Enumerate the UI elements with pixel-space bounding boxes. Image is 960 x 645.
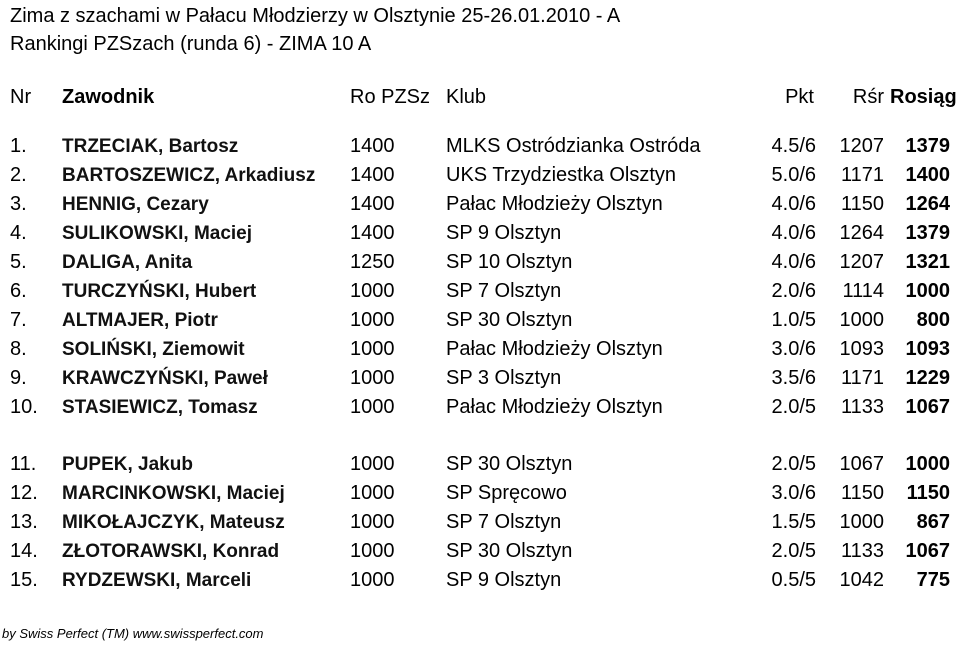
player-points: 1.5/5 [771,511,816,533]
row-nr: 7. [10,309,27,331]
player-points: 1.0/5 [771,309,816,331]
performance-rating: 1067 [905,396,950,418]
player-name: SULIKOWSKI, Maciej [62,222,253,244]
header-ros: Rosiąg [890,85,957,108]
row-nr: 13. [10,511,38,533]
player-club: UKS Trzydziestka Olsztyn [446,164,677,186]
table-row [0,190,960,219]
player-rating: 1000 [350,280,395,302]
player-points: 0.5/5 [771,569,816,591]
player-name: STASIEWICZ, Tomasz [62,396,258,418]
player-name: PUPEK, Jakub [62,453,193,475]
player-rating: 1000 [350,338,395,360]
player-rating: 1400 [350,164,395,186]
player-points: 4.0/6 [771,251,816,273]
player-points: 4.0/6 [771,222,816,244]
average-rating: 1067 [839,453,884,475]
player-club: SP 7 Olsztyn [446,280,562,302]
player-club: SP 3 Olsztyn [446,367,562,389]
player-rating: 1250 [350,251,395,273]
player-club: SP 30 Olsztyn [446,453,573,475]
performance-rating: 1000 [905,280,950,302]
performance-rating: 1379 [905,222,950,244]
player-club: SP 7 Olsztyn [446,511,562,533]
player-club: SP 9 Olsztyn [446,222,562,244]
results-table [0,82,960,595]
performance-rating: 775 [916,569,950,591]
average-rating: 1133 [840,540,884,562]
player-points: 2.0/5 [771,396,816,418]
performance-rating: 867 [916,511,950,533]
player-name: HENNIG, Cezary [62,193,209,215]
player-rating: 1000 [350,367,395,389]
header-pkt: Pkt [785,85,814,108]
player-club: Pałac Młodzieży Olsztyn [446,396,663,418]
average-rating: 1093 [839,338,884,360]
player-points: 4.5/6 [771,135,816,157]
player-name: DALIGA, Anita [62,251,193,273]
player-rating: 1000 [350,396,395,418]
player-name: RYDZEWSKI, Marceli [62,569,252,591]
player-rating: 1000 [350,482,395,504]
table-row [0,479,960,508]
average-rating: 1207 [839,135,884,157]
player-name: MIKOŁAJCZYK, Mateusz [62,511,285,533]
row-nr: 3. [10,193,27,215]
table-row [0,248,960,277]
row-nr: 15. [10,569,38,591]
player-points: 3.0/6 [771,338,816,360]
player-club: SP 30 Olsztyn [446,309,573,331]
player-club: SP 10 Olsztyn [446,251,573,273]
player-club: MLKS Ostródzianka Ostróda [446,135,701,157]
ranking-subtitle: Rankingi PZSzach (runda 6) - ZIMA 10 A [10,33,372,55]
player-club: SP 9 Olsztyn [446,569,562,591]
player-rating: 1400 [350,135,395,157]
row-nr: 2. [10,164,27,186]
player-name: MARCINKOWSKI, Maciej [62,482,285,504]
header-nr: Nr [10,85,32,108]
row-nr: 5. [10,251,27,273]
performance-rating: 1150 [906,482,950,504]
table-row [0,277,960,306]
average-rating: 1042 [839,569,884,591]
footer-credit: by Swiss Perfect (TM) www.swissperfect.com [2,626,264,641]
table-row [0,306,960,335]
row-nr: 14. [10,540,38,562]
player-club: SP 30 Olsztyn [446,540,573,562]
table-row [0,508,960,537]
player-points: 2.0/5 [771,540,816,562]
player-name: ZŁOTORAWSKI, Konrad [62,540,280,562]
player-club: SP Spręcowo [446,482,567,504]
player-name: TRZECIAK, Bartosz [62,135,239,157]
player-points: 3.5/6 [771,367,816,389]
header-club: Klub [446,85,487,108]
player-name: SOLIŃSKI, Ziemowit [62,338,245,360]
average-rating: 1150 [840,193,884,215]
document-header [10,2,620,58]
performance-rating: 1067 [905,540,950,562]
table-row [0,132,960,161]
table-header-row [0,82,960,112]
average-rating: 1000 [839,511,884,533]
performance-rating: 1093 [905,338,950,360]
row-nr: 6. [10,280,27,302]
player-points: 2.0/5 [771,453,816,475]
tournament-title: Zima z szachami w Pałacu Młodzierzy w Olsztynie 25-26.01.2010 - A [10,5,621,27]
player-rating: 1400 [350,222,395,244]
header-name: Zawodnik [62,85,155,108]
player-rating: 1000 [350,511,395,533]
row-nr: 10. [10,396,38,418]
player-name: BARTOSZEWICZ, Arkadiusz [62,164,316,186]
average-rating: 1150 [840,482,884,504]
player-rating: 1000 [350,569,395,591]
player-name: TURCZYŃSKI, Hubert [62,280,257,302]
player-points: 2.0/6 [771,280,816,302]
performance-rating: 1321 [905,251,950,273]
player-points: 3.0/6 [771,482,816,504]
player-rating: 1000 [350,540,395,562]
table-row [0,219,960,248]
player-rating: 1000 [350,453,395,475]
performance-rating: 1379 [905,135,950,157]
player-points: 5.0/6 [771,164,816,186]
header-rsr: Rśr [852,85,884,108]
performance-rating: 1400 [905,164,950,186]
average-rating: 1133 [840,396,884,418]
results-body [0,132,960,595]
header-ro: Ro PZSz [350,85,431,108]
table-row [0,364,960,393]
row-nr: 8. [10,338,27,360]
player-name: ALTMAJER, Piotr [62,309,218,331]
row-nr: 9. [10,367,27,389]
row-nr: 1. [10,135,27,157]
performance-rating: 800 [916,309,950,331]
player-rating: 1400 [350,193,395,215]
average-rating: 1207 [839,251,884,273]
average-rating: 1000 [839,309,884,331]
average-rating: 1171 [840,164,884,186]
table-row [0,566,960,595]
table-row [0,450,960,479]
performance-rating: 1264 [905,193,950,215]
table-row [0,161,960,190]
table-row [0,393,960,422]
row-nr: 12. [10,482,38,504]
average-rating: 1171 [840,367,884,389]
group-separator [0,422,960,450]
player-club: Pałac Młodzieży Olsztyn [446,193,663,215]
row-nr: 4. [10,222,27,244]
table-row [0,537,960,566]
player-points: 4.0/6 [771,193,816,215]
player-club: Pałac Młodzieży Olsztyn [446,338,663,360]
row-nr: 11. [10,453,37,475]
average-rating: 1264 [839,222,884,244]
performance-rating: 1229 [905,367,950,389]
average-rating: 1114 [842,280,884,302]
performance-rating: 1000 [905,453,950,475]
player-rating: 1000 [350,309,395,331]
table-row [0,335,960,364]
player-name: KRAWCZYŃSKI, Paweł [62,367,268,389]
